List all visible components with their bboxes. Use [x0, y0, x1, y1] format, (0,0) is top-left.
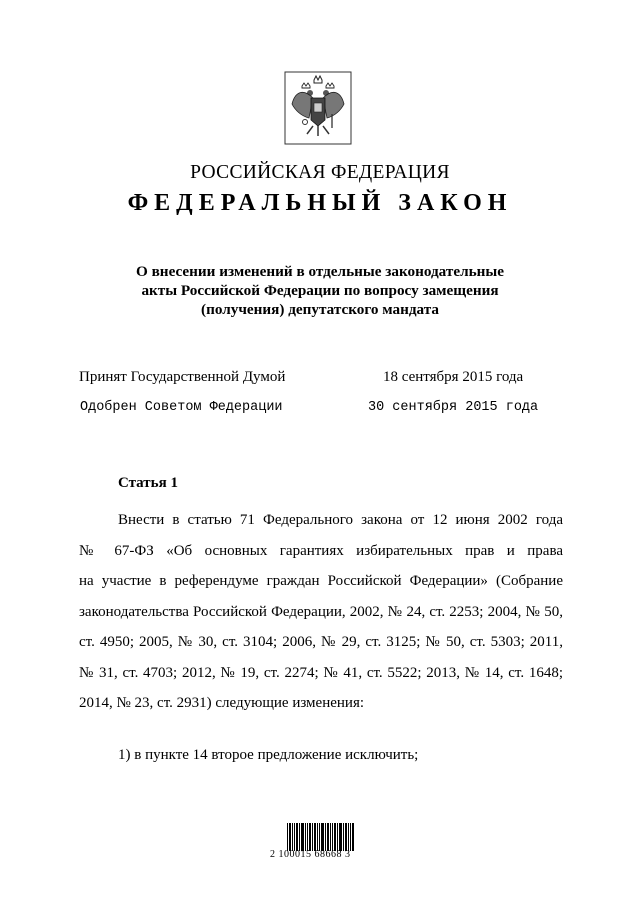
- law-type-title: ФЕДЕРАЛЬНЫЙ ЗАКОН: [127, 190, 513, 216]
- paragraph-line: ст. 4950; 2005, № 30, ст. 3104; 2006, № 29, ст. 3125; № 50, ст. 5303; 2011,: [79, 634, 563, 650]
- council-approval-label: Одобрен Советом Федерации: [80, 400, 283, 415]
- law-subject-line: (получения) депутатского мандата: [201, 301, 439, 318]
- paragraph-line: № 67-ФЗ «Об основных гарантиях избирательных прав и права: [79, 542, 563, 559]
- article-item-1: 1) в пункте 14 второе предложение исключить;: [118, 747, 419, 763]
- article-title: Статья 1: [118, 475, 178, 491]
- duma-adoption-label: Принят Государственной Думой: [79, 369, 286, 385]
- council-approval-date: 30 сентября 2015 года: [368, 400, 539, 415]
- paragraph-line: Внести в статью 71 Федерального закона от 12 июня 2002 года: [118, 512, 563, 528]
- paragraph-line: № 31, ст. 4703; 2012, № 19, ст. 2274; № 41, ст. 5522; 2013, № 14, ст. 1648;: [79, 664, 563, 681]
- barcode-icon: [287, 823, 355, 851]
- paragraph-line: законодательства Российской Федерации, 2002, № 24, ст. 2253; 2004, № 50,: [79, 603, 563, 620]
- article-paragraph: [79, 505, 563, 719]
- duma-adoption-date: 18 сентября 2015 года: [383, 369, 524, 385]
- law-subject-line: О внесении изменений в отдельные законодательные: [136, 263, 504, 280]
- coat-of-arms-icon: [283, 70, 353, 146]
- paragraph-line: на участие в референдуме граждан Российской Федерации» (Собрание: [79, 573, 563, 589]
- barcode-number: 2 100015 68668 3: [270, 849, 351, 860]
- law-subject-line: акты Российской Федерации по вопросу замещения: [141, 282, 499, 299]
- law-subject: [0, 262, 640, 319]
- paragraph-line: 2014, № 23, ст. 2931) следующие изменения:: [79, 695, 365, 711]
- country-heading: РОССИЙСКАЯ ФЕДЕРАЦИЯ: [190, 162, 450, 183]
